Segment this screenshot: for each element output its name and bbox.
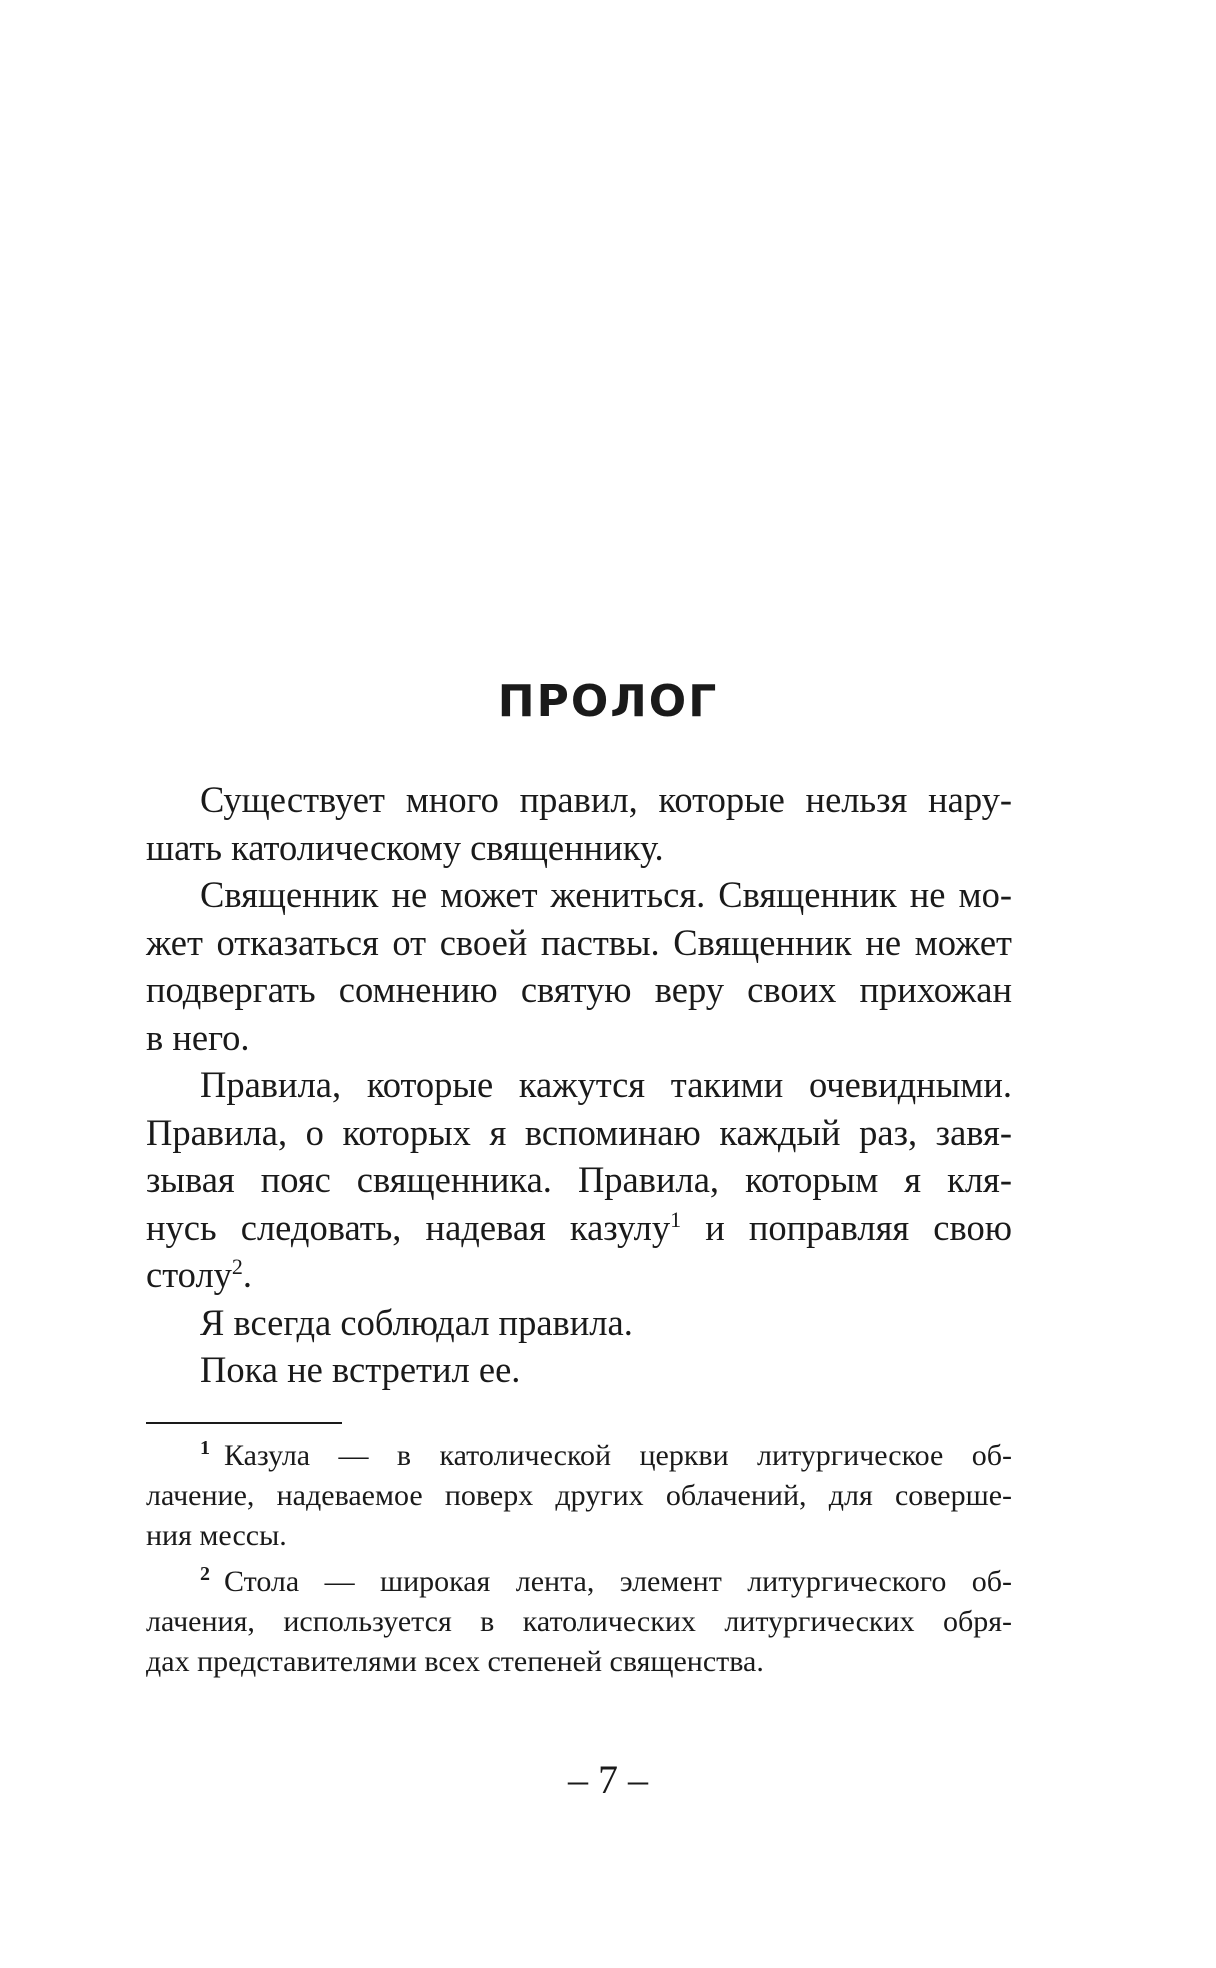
paragraph-5 — [146, 1346, 1012, 1394]
text-line: шать католическому священнику. — [146, 826, 664, 868]
text-segment: и поправляя свою — [681, 1206, 1012, 1248]
text-line: Я всегда соблюдал правила. — [200, 1301, 633, 1343]
footnote-line — [146, 1562, 1012, 1602]
footnotes — [146, 1436, 1012, 1688]
text-line — [146, 1251, 1012, 1299]
paragraph-1 — [146, 776, 1012, 871]
footnote-line: ния мессы. — [146, 1519, 287, 1552]
text-segment: нусь следовать, надевая казулу — [146, 1206, 671, 1248]
text-line: Правила, о которых я вспоминаю каждый раз, завя- — [146, 1111, 1012, 1153]
text-line: подвергать сомнению святую веру своих прихожан — [146, 969, 1012, 1010]
footnote-2 — [146, 1562, 1012, 1682]
text-line: в него. — [146, 1016, 250, 1058]
footnote-line: лачение, надеваемое поверх других облачений, для совершe- — [146, 1479, 1012, 1512]
page-number: – 7 – — [568, 1757, 648, 1802]
text-line: зывая пояс священника. Правила, которым я кля- — [146, 1159, 1012, 1200]
text-line — [146, 1204, 1012, 1252]
text-line: Существует много правил, которые нельзя нару- — [200, 779, 1012, 820]
footnote-number: 2 — [200, 1563, 210, 1585]
footnote-text: Стола — широкая лента, элемент литургического об- — [224, 1565, 1012, 1598]
footnote-line: лачения, используется в католических литургических обря- — [146, 1605, 1012, 1638]
text-line: Священник не может жениться. Священник не мо- — [200, 874, 1012, 915]
footnote-1 — [146, 1436, 1012, 1556]
chapter-title: ПРОЛОГ — [497, 676, 719, 727]
footnote-number: 1 — [200, 1437, 210, 1459]
footnote-line: дах представителями всех степеней священства. — [146, 1645, 764, 1678]
text-line: Правила, которые кажутся такими очевидными. — [200, 1064, 1012, 1105]
text-line: жет отказаться от своей паствы. Священник не может — [146, 921, 1012, 963]
text-line: Пока не встретил ее. — [200, 1349, 521, 1390]
paragraph-2 — [146, 871, 1012, 1061]
footnote-line — [146, 1436, 1012, 1476]
paragraph-4 — [146, 1299, 1012, 1347]
paragraph-3 — [146, 1061, 1012, 1299]
footnote-reference[interactable]: 1 — [670, 1206, 682, 1232]
footnote-reference[interactable]: 2 — [231, 1253, 243, 1279]
text-segment: столу — [146, 1254, 232, 1295]
footnote-text: Казула — в католической церкви литургическое об- — [224, 1439, 1012, 1472]
footnote-divider — [146, 1422, 342, 1424]
body-text — [146, 776, 1012, 1394]
text-segment: . — [242, 1254, 253, 1295]
